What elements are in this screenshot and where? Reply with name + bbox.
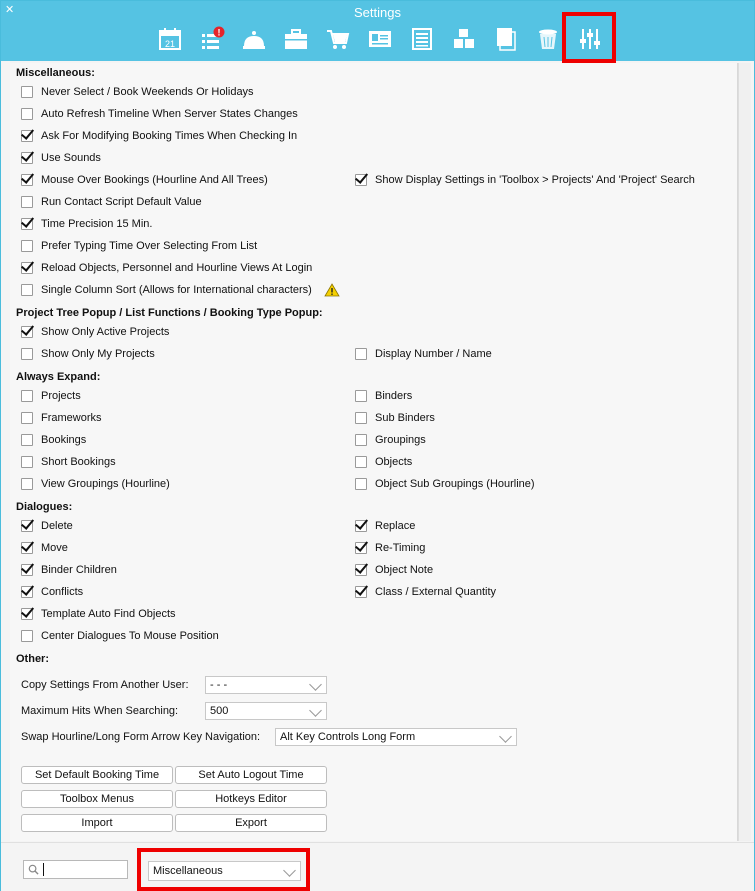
chevron-down-icon — [309, 704, 322, 717]
copy-settings-value: - - - — [210, 679, 228, 691]
export-button[interactable]: Export — [175, 814, 327, 832]
checkbox-box[interactable] — [355, 174, 367, 186]
checkbox-expand-bookings[interactable] — [21, 432, 86, 448]
checkbox-label: Object Note — [375, 564, 434, 576]
checkbox-box[interactable] — [355, 390, 367, 402]
set-default-booking-time-button[interactable]: Set Default Booking Time — [21, 766, 173, 784]
checkbox-label: Template Auto Find Objects — [41, 608, 176, 620]
checkbox-label: Projects — [41, 390, 81, 402]
checkbox-expand-view-groupings[interactable] — [21, 476, 170, 492]
checkbox-expand-objects[interactable] — [355, 454, 412, 470]
hotkeys-editor-button[interactable]: Hotkeys Editor — [175, 790, 327, 808]
max-hits-select[interactable] — [205, 702, 327, 720]
checkbox-box[interactable] — [21, 284, 33, 296]
svg-text:21: 21 — [164, 39, 176, 49]
checkbox-expand-short-bookings[interactable] — [21, 454, 116, 470]
checkbox-box[interactable] — [21, 586, 33, 598]
checkbox-run-contact-script[interactable] — [21, 194, 202, 210]
checkbox-label: Conflicts — [41, 586, 84, 598]
checkbox-box[interactable] — [21, 262, 33, 274]
task-list-alert-icon[interactable] — [198, 25, 226, 53]
title-bar — [1, 1, 754, 61]
checkbox-label: Short Bookings — [41, 456, 116, 468]
checkbox-dialogue-object-note[interactable] — [355, 562, 433, 578]
checkbox-dialogue-conflicts[interactable] — [21, 584, 83, 600]
swap-navigation-select[interactable] — [275, 728, 517, 746]
set-auto-logout-time-button[interactable]: Set Auto Logout Time — [175, 766, 327, 784]
checkbox-label: Prefer Typing Time Over Selecting From List — [41, 240, 258, 252]
checkbox-prefer-typing-time[interactable] — [21, 238, 257, 254]
checkbox-box[interactable] — [355, 564, 367, 576]
section-heading-always-expand: Always Expand: — [16, 371, 101, 383]
checkbox-box[interactable] — [355, 478, 367, 490]
checkbox-label: Binder Children — [41, 564, 117, 576]
checkbox-label: Show Only Active Projects — [41, 326, 170, 338]
checkbox-expand-frameworks[interactable] — [21, 410, 102, 426]
checkbox-box[interactable] — [21, 520, 33, 532]
checkbox-label: Display Number / Name — [375, 348, 492, 360]
bell-icon[interactable] — [240, 25, 268, 53]
checkbox-dialogue-binder-children[interactable] — [21, 562, 117, 578]
checkbox-box[interactable] — [21, 174, 33, 186]
highlight-box-category — [137, 848, 310, 891]
checkbox-label: Never Select / Book Weekends Or Holidays — [41, 86, 254, 98]
section-heading-dialogues: Dialogues: — [16, 501, 73, 513]
warning-icon — [324, 283, 340, 297]
checkbox-label: Run Contact Script Default Value — [41, 196, 202, 208]
checkbox-label: Reload Objects, Personnel and Hourline Views At Login — [41, 262, 313, 274]
checkbox-box[interactable] — [355, 412, 367, 424]
checkbox-label: Frameworks — [41, 412, 102, 424]
checkbox-box[interactable] — [21, 434, 33, 446]
checkbox-box[interactable] — [355, 542, 367, 554]
checkbox-box[interactable] — [21, 630, 33, 642]
checkbox-show-display-settings[interactable] — [355, 172, 695, 188]
checkbox-label: Binders — [375, 390, 413, 402]
checkbox-box[interactable] — [21, 564, 33, 576]
checkbox-reload-objects[interactable] — [21, 260, 312, 276]
checkbox-single-column-sort[interactable] — [21, 282, 340, 298]
checkbox-label: Move — [41, 542, 68, 554]
checkbox-label: Center Dialogues To Mouse Position — [41, 630, 219, 642]
checkbox-time-precision[interactable] — [21, 216, 152, 232]
checkbox-box[interactable] — [21, 456, 33, 468]
checkbox-label: Object Sub Groupings (Hourline) — [375, 478, 535, 490]
swap-navigation-label: Swap Hourline/Long Form Arrow Key Navigation: — [21, 731, 261, 743]
checkbox-dialogue-move[interactable] — [21, 540, 68, 556]
list-icon[interactable] — [408, 25, 436, 53]
checkbox-label: Bookings — [41, 434, 87, 446]
section-heading-project-tree: Project Tree Popup / List Functions / Booking Type Popup: — [16, 307, 323, 319]
window-title: Settings — [354, 5, 401, 20]
checkbox-box[interactable] — [21, 412, 33, 424]
checkbox-label: Re-Timing — [375, 542, 426, 554]
checkbox-label: Auto Refresh Timeline When Server States Changes — [41, 108, 298, 120]
category-value: Miscellaneous — [153, 865, 223, 877]
checkbox-dialogue-class-external-quantity[interactable] — [355, 584, 496, 600]
toolbox-menus-button[interactable]: Toolbox Menus — [21, 790, 173, 808]
checkbox-box[interactable] — [21, 108, 33, 120]
max-hits-value: 500 — [210, 705, 229, 717]
checkbox-label: Sub Binders — [375, 412, 435, 424]
checkbox-show-only-active-projects[interactable] — [21, 324, 169, 340]
checkbox-box[interactable] — [21, 348, 33, 360]
id-card-icon[interactable] — [366, 25, 394, 53]
checkbox-expand-binders[interactable] — [355, 388, 412, 404]
calendar-icon[interactable] — [156, 25, 184, 53]
checkbox-label: Class / External Quantity — [375, 586, 497, 598]
import-button[interactable]: Import — [21, 814, 173, 832]
checkbox-box[interactable] — [21, 196, 33, 208]
close-icon[interactable]: ✕ — [5, 4, 15, 16]
checkbox-mouse-over-bookings[interactable] — [21, 172, 268, 188]
search-input[interactable] — [23, 860, 128, 879]
section-heading-miscellaneous: Miscellaneous: — [16, 67, 95, 79]
checkbox-dialogue-center-to-mouse[interactable] — [21, 628, 219, 644]
copy-settings-label: Copy Settings From Another User: — [21, 679, 189, 691]
cubes-icon[interactable] — [450, 25, 478, 53]
max-hits-label: Maximum Hits When Searching: — [21, 705, 179, 717]
text-cursor — [43, 863, 44, 876]
checkbox-label: Ask For Modifying Booking Times When Checking In — [41, 130, 298, 142]
checkbox-box[interactable] — [21, 478, 33, 490]
checkbox-show-only-my-projects[interactable] — [21, 346, 155, 362]
checkbox-dialogue-delete[interactable] — [21, 518, 73, 534]
checkbox-auto-refresh-timeline[interactable] — [21, 106, 298, 122]
checkbox-box[interactable] — [21, 240, 33, 252]
checkbox-box[interactable] — [21, 390, 33, 402]
highlight-box-sliders — [562, 12, 616, 63]
search-icon — [28, 864, 39, 875]
section-heading-other: Other: — [16, 653, 49, 665]
checkbox-box[interactable] — [355, 456, 367, 468]
chevron-down-icon — [499, 730, 512, 743]
checkbox-use-sounds[interactable] — [21, 150, 101, 166]
cart-icon[interactable] — [324, 25, 352, 53]
checkbox-expand-projects[interactable] — [21, 388, 81, 404]
checkbox-box[interactable] — [21, 542, 33, 554]
swap-navigation-value: Alt Key Controls Long Form — [280, 731, 416, 743]
checkbox-box[interactable] — [21, 608, 33, 620]
document-icon[interactable] — [492, 25, 520, 53]
chevron-down-icon — [309, 678, 322, 691]
checkbox-label: Delete — [41, 520, 73, 532]
checkbox-box[interactable] — [355, 586, 367, 598]
briefcase-icon[interactable] — [282, 25, 310, 53]
checkbox-label: Show Only My Projects — [41, 348, 155, 360]
checkbox-label: Groupings — [375, 434, 426, 446]
checkbox-label: Replace — [375, 520, 416, 532]
scrollbar[interactable] — [738, 63, 751, 841]
svg-text:!: ! — [217, 27, 221, 38]
trash-icon[interactable] — [534, 25, 562, 53]
checkbox-label: Use Sounds — [41, 152, 101, 164]
checkbox-dialogue-re-timing[interactable] — [355, 540, 425, 556]
checkbox-box[interactable] — [355, 434, 367, 446]
checkbox-box[interactable] — [21, 326, 33, 338]
checkbox-box[interactable] — [21, 130, 33, 142]
checkbox-never-select-weekends[interactable] — [21, 84, 254, 100]
checkbox-label: View Groupings (Hourline) — [41, 478, 170, 490]
checkbox-dialogue-replace[interactable] — [355, 518, 415, 534]
checkbox-label: Time Precision 15 Min. — [41, 218, 153, 230]
checkbox-box[interactable] — [21, 86, 33, 98]
checkbox-box[interactable] — [355, 348, 367, 360]
checkbox-display-number-name[interactable] — [355, 346, 492, 362]
checkbox-expand-groupings[interactable] — [355, 432, 426, 448]
checkbox-box[interactable] — [355, 520, 367, 532]
checkbox-label: Show Display Settings in 'Toolbox > Projects' And 'Project' Search — [375, 174, 695, 186]
checkbox-box[interactable] — [21, 152, 33, 164]
checkbox-expand-object-sub-groupings[interactable] — [355, 476, 535, 492]
checkbox-label: Objects — [375, 456, 413, 468]
checkbox-ask-modifying-booking-times[interactable] — [21, 128, 297, 144]
checkbox-dialogue-template-auto-find[interactable] — [21, 606, 176, 622]
checkbox-box[interactable] — [21, 218, 33, 230]
checkbox-label: Mouse Over Bookings (Hourline And All Trees) — [41, 174, 268, 186]
checkbox-label: Single Column Sort (Allows for International characters) — [41, 284, 312, 296]
copy-settings-select[interactable] — [205, 676, 327, 694]
checkbox-expand-sub-binders[interactable] — [355, 410, 435, 426]
